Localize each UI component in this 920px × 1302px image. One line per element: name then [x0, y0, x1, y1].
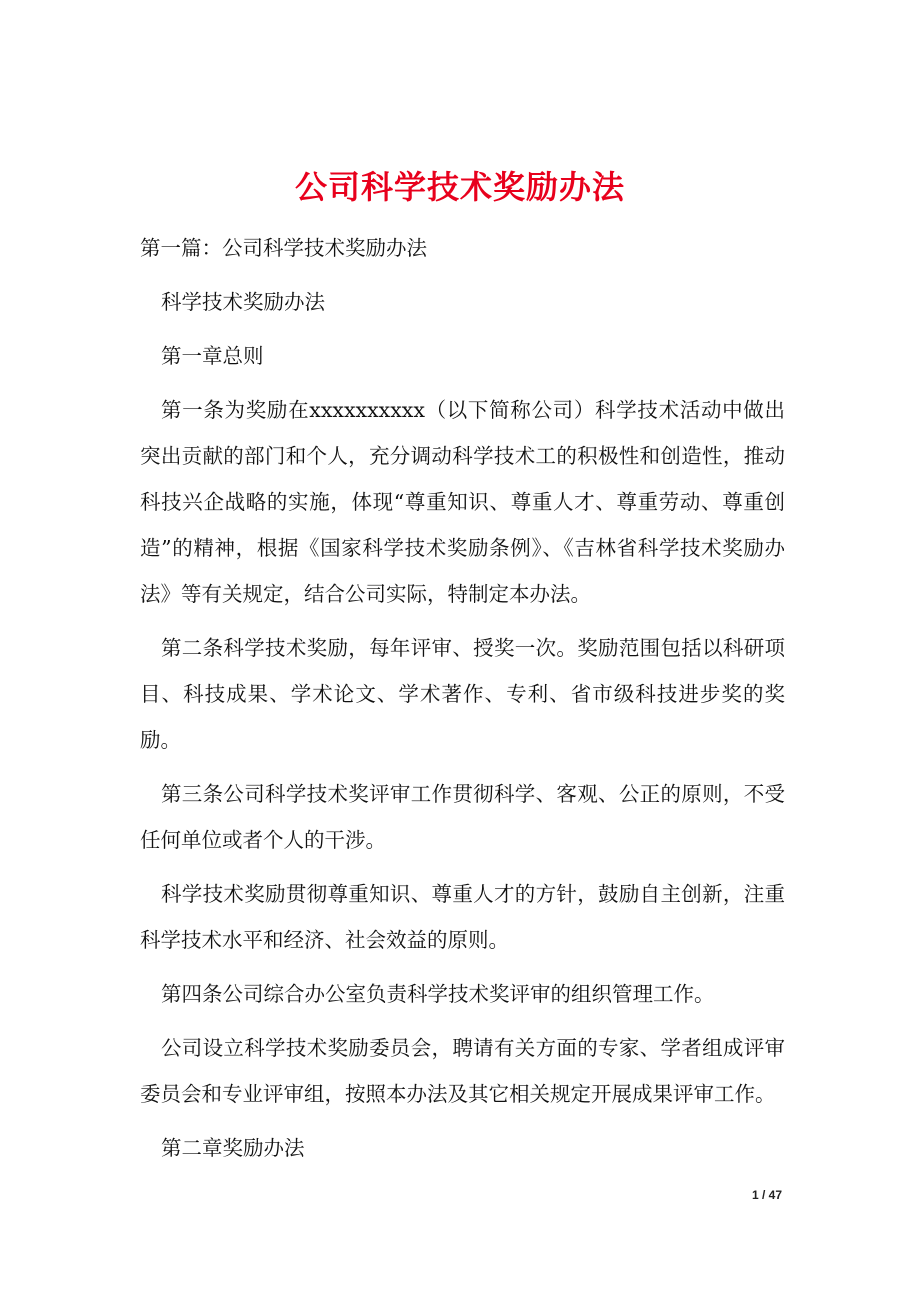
paragraph-article-4: 第四条公司综合办公室负责科学技术奖评审的组织管理工作。 — [161, 982, 715, 1006]
document-body — [140, 225, 785, 1179]
page-number: 1 / 47 — [751, 1188, 782, 1202]
paragraph-part-heading: 第一篇：公司科学技术奖励办法 — [140, 236, 427, 260]
paragraph-committee: 公司设立科学技术奖励委员会，聘请有关方面的专家、学者组成评审委员会和专业评审组，按照本办法及其它相关规定开展成果评审工作。 — [140, 1036, 785, 1106]
paragraph-article-3: 第三条公司科学技术奖评审工作贯彻科学、客观、公正的原则，不受任何单位或者个人的干涉。 — [140, 782, 785, 852]
paragraph-chapter-heading: 第一章总则 — [161, 344, 264, 368]
paragraph-chapter-2-heading: 第二章奖励办法 — [161, 1136, 305, 1160]
paragraph-article-2: 第二条科学技术奖励，每年评审、授奖一次。奖励范围包括以科研项目、科技成果、学术论文、学术著作、专利、省市级科技进步奖的奖励。 — [140, 636, 785, 752]
paragraph-principle: 科学技术奖励贯彻尊重知识、尊重人才的方针，鼓励自主创新，注重科学技术水平和经济、社会效益的原则。 — [140, 882, 785, 952]
paragraph-subtitle: 科学技术奖励办法 — [161, 290, 325, 314]
document-title: 公司科学技术奖励办法 — [294, 168, 625, 207]
paragraph-article-1: 第一条为奖励在xxxxxxxxxx（以下简称公司）科学技术活动中做出突出贡献的部门和个人，充分调动科学技术工的积极性和创造性，推动科技兴企战略的实施，体现“尊重知识、尊重人才、尊重劳动、尊重创造”的精神，根据《国家科学技术奖励条例》、《吉林省科学技术奖励办法》等有关规定，结合公司实际，特制定本办法。 — [140, 398, 785, 606]
